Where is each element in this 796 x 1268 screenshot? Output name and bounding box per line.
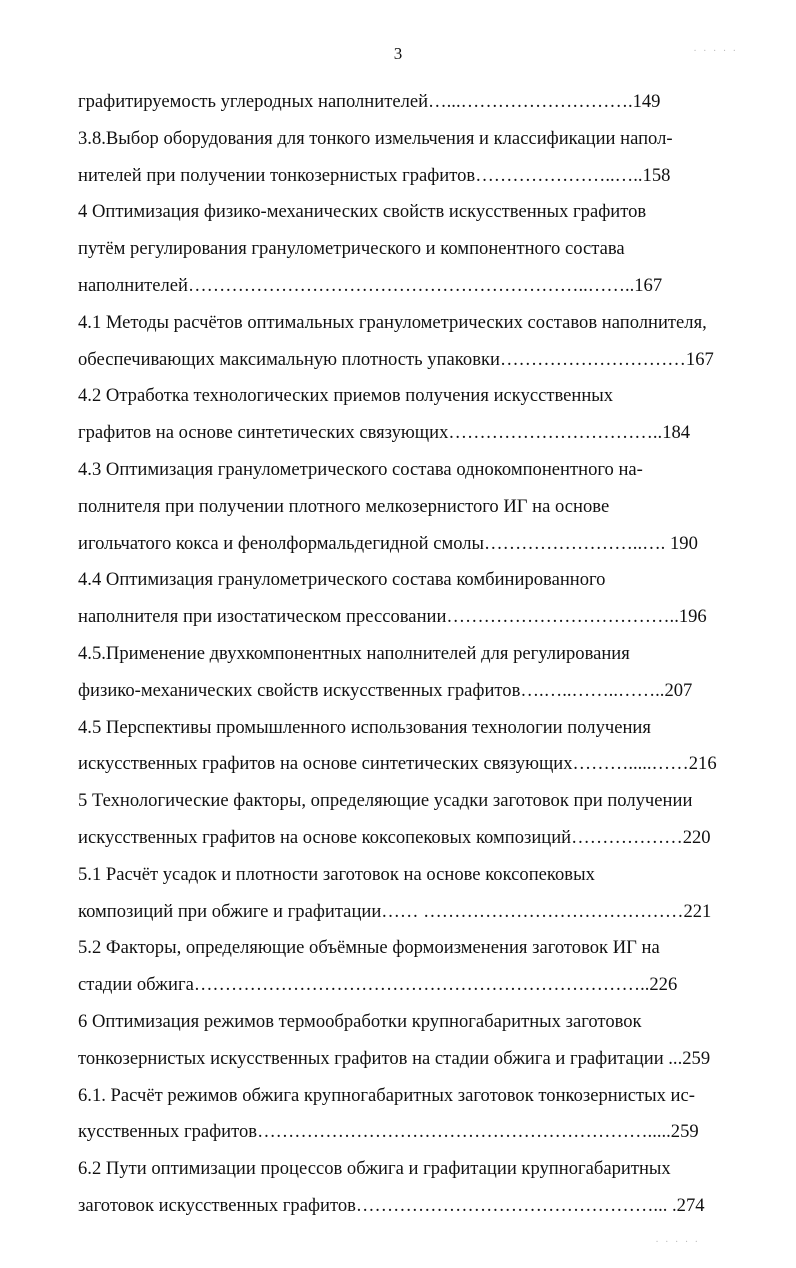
toc-line: графитов на основе синтетических связующих……………………………..184 — [78, 422, 691, 444]
toc-line: 4 Оптимизация физико-механических свойств искусственных графитов — [78, 201, 647, 223]
toc-line: обеспечивающих максимальную плотность упаковки…………………………167 — [78, 348, 714, 370]
scan-artifact-icon: · · · · · — [655, 1237, 700, 1248]
toc-line: 6.2 Пути оптимизации процессов обжига и графитации крупногабаритных — [78, 1158, 671, 1180]
toc-line: нителей при получении тонкозернистых графитов…………………..…..158 — [78, 164, 671, 186]
toc-line: графитируемость углеродных наполнителей…...……………………….149 — [78, 91, 661, 112]
toc-line: игольчатого кокса и фенолформальдегидной смолы……………………..…. 190 — [78, 532, 698, 554]
toc-line: 5.2 Факторы, определяющие объёмные формоизменения заготовок ИГ на — [78, 937, 660, 959]
toc-line: 4.3 Оптимизация гранулометрического состава однокомпонентного на- — [78, 458, 643, 480]
toc-line: искусственных графитов на основе коксопековых композиций………………220 — [78, 826, 711, 848]
toc-line: стадии обжига………………………………………………………………..226 — [78, 974, 678, 996]
toc-line: 4.5.Применение двухкомпонентных наполнителей для регулирования — [78, 642, 630, 664]
toc-line: тонкозернистых искусственных графитов на стадии обжига и графитации ...259 — [78, 1047, 711, 1069]
toc-line: наполнителей………………………………………………………..……..167 — [78, 274, 663, 296]
toc-line: физико-механических свойств искусственных графитов….…..……..……..207 — [78, 679, 693, 701]
toc-line: кусственных графитов……………………………………………………….....259 — [78, 1121, 699, 1143]
scan-artifact-icon: · · · · · — [693, 46, 738, 57]
toc-line: искусственных графитов на основе синтетических связующих……….....……216 — [78, 753, 717, 775]
table-of-contents — [78, 84, 760, 1225]
page-number: 3 — [393, 44, 403, 63]
toc-line: наполнителя при изостатическом прессовании………………………………..196 — [78, 606, 707, 628]
toc-line: 3.8.Выбор оборудования для тонкого измельчения и классификации напол- — [78, 127, 673, 149]
toc-line: 4.4 Оптимизация гранулометрического состава комбинированного — [78, 569, 606, 591]
toc-line: 4.5 Перспективы промышленного использования технологии получения — [78, 716, 651, 738]
toc-line: 4.1 Методы расчётов оптимальных гранулометрических составов наполнителя, — [78, 311, 707, 333]
toc-line: 6.1. Расчёт режимов обжига крупногабаритных заготовок тонкозернистых ис- — [78, 1084, 695, 1106]
toc-line: композиций при обжиге и графитации…… ……………………………………221 — [78, 900, 712, 922]
toc-line: 6 Оптимизация режимов термообработки крупногабаритных заготовок — [78, 1010, 642, 1032]
toc-line: 4.2 Отработка технологических приемов получения искусственных — [78, 385, 614, 407]
toc-line: полнителя при получении плотного мелкозернистого ИГ на основе — [78, 495, 610, 517]
toc-line: заготовок искусственных графитов…………………………………………... .274 — [78, 1194, 705, 1216]
toc-line: 5.1 Расчёт усадок и плотности заготовок на основе коксопековых — [78, 863, 595, 885]
toc-line: путём регулирования гранулометрического и компонентного состава — [78, 238, 625, 260]
toc-line: 5 Технологические факторы, определяющие усадки заготовок при получении — [78, 790, 693, 812]
